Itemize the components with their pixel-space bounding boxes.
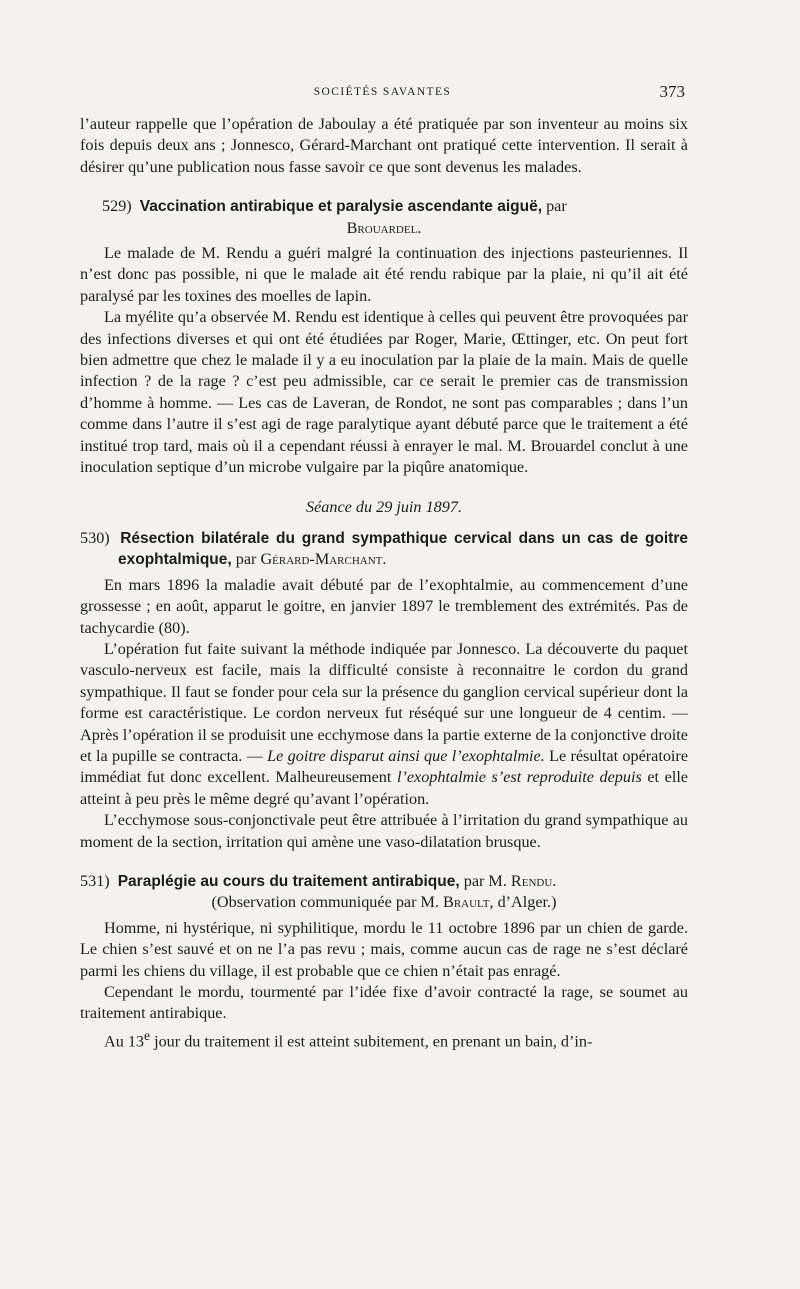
entry-531-paragraph-3 — [80, 1025, 688, 1053]
entry-530-p2-italic-1: Le goitre disparut ainsi que l’exophtalmie. — [267, 746, 545, 765]
page-number: 373 — [659, 82, 685, 101]
entry-531-number: 531) — [80, 872, 110, 890]
entry-529-author-line — [80, 218, 688, 239]
entry-530-p2-end: et elle atteint à peu près le même degré qu’avant l’opération. — [80, 768, 688, 808]
entry-531 — [80, 871, 688, 1053]
seance-date: Séance du 29 juin 1897. — [305, 497, 462, 516]
entry-529 — [80, 196, 688, 478]
entry-531-subtitle — [80, 892, 688, 913]
entry-531-heading — [80, 871, 688, 892]
entry-531-p3-superscript: e — [144, 1027, 151, 1043]
entry-529-by: par — [546, 197, 567, 216]
entry-530-author: Gérard-Marchant. — [260, 550, 387, 569]
entry-530-paragraph-1: En mars 1896 la maladie avait débuté par de l’exophtalmie, au commencement d’une grossesse ; en août, apparut le goitre, en janvier 1897 le tremblement des extrémités. Pas de tachycardie (80). — [80, 575, 688, 637]
page-body — [80, 114, 688, 1053]
entry-530-title: Résection bilatérale du grand sympathique cervical dans un cas de goitre exophtalmique, — [118, 529, 689, 569]
entry-529-paragraph-1: Le malade de M. Rendu a guéri malgré la continuation des injections pasteuriennes. Il n’est donc pas possible, ni que le malade ait été rendu rabique par la plaie, ni qu’il ait été paralysé par les toxines des moelles de lapin. — [80, 244, 688, 305]
entry-530 — [80, 528, 688, 853]
entry-531-subtitle-pre: (Observation communiquée par M. — [211, 893, 439, 912]
entry-531-subtitle-name: Brault, — [443, 893, 494, 912]
entry-531-p3-pre: Au 13 — [104, 1032, 145, 1051]
entry-530-p2-mid: Le résultat opératoire immédiat fut donc excellent. Malheureusement — [80, 746, 689, 787]
entry-529-heading — [80, 196, 688, 217]
entry-531-paragraph-2: Cependant le mordu, tourmenté par l’idée fixe d’avoir contracté la rage, se soumet au traitement antirabique. — [80, 983, 688, 1023]
intro-paragraph: l’auteur rappelle que l’opération de Jaboulay a été pratiquée par son inventeur au moins six fois depuis deux ans ; Jonnesco, Gérard-Marchant ont pratiqué cette intervention. Il serait à désirer qu’une publication nous fasse savoir ce que sont devenus les malades. — [80, 115, 688, 176]
entry-530-by: par — [235, 550, 257, 569]
entry-529-paragraph-2: La myélite qu’a observée M. Rendu est identique à celles qui peuvent être provoquées par des infections diverses et qui ont été étudiées par Roger, Marie, Œttinger, etc. On peut fort bien admettre que chez le malade il y a eu inoculation par la plaie de la main. Mais de quelle infection ? de la rage ? c’est peu admissible, car ce serait le premier cas de transmission d’homme à homme. — Les cas de Laveran, de Rondot, ne sont pas comparables ; dans l’un comme dans l’autre il s’est agi de rage paralytique ayant débuté parce que le traitement a été institué trop tard, mais où il a cependant réussi à enrayer le mal. M. Brouardel conclut à une inoculation septique d’un microbe vulgaire par la piqûre anatomique. — [80, 308, 688, 477]
entry-531-title: Paraplégie au cours du traitement antirabique, — [117, 873, 460, 890]
entry-531-subtitle-post: d’Alger.) — [497, 893, 557, 912]
entry-531-author: Rendu. — [510, 872, 557, 890]
entry-531-by: par M. — [463, 872, 507, 890]
entry-530-heading — [80, 528, 688, 571]
running-title: SOCIÉTÉS SAVANTES — [313, 86, 452, 98]
entry-530-paragraph-3: L’ecchymose sous-conjonctivale peut être attribuée à l’irritation du grand sympathique au moment de la section, irritation qui amène une vaso-dilatation brusque. — [80, 811, 688, 851]
page-header — [80, 82, 685, 104]
entry-530-number: 530) — [80, 528, 110, 547]
entry-531-paragraph-1: Homme, ni hystérique, ni syphilitique, mordu le 11 octobre 1896 par un chien de garde. Le chien s’est sauvé et on ne l’a pas revu ; mais, comme aucun cas de rage ne s’est déclaré parmi les chiens du village, il est probable que ce chien n’était pas enragé. — [80, 918, 688, 980]
entry-530-paragraph-2 — [80, 639, 688, 810]
entry-529-title: Vaccination antirabique et paralysie ascendante aiguë, — [139, 198, 543, 216]
entry-530-p2-italic-2: l’exophtalmie s’est reproduite depuis — [396, 768, 642, 787]
entry-529-author: Brouardel. — [346, 218, 422, 237]
entry-530-p2-start: L’opération fut faite suivant la méthode indiquée par Jonnesco. La découverte du paquet vasculo-nerveux est facile, mais la difficulté consiste à reconnaitre le cordon du grand sympathique. Il faut se fonder pour cela sur la présence du ganglion cervical supérieur dont la forme est caractéristique. Le cordon nerveux fut réséqué sur une longueur de 4 centim. — Après l’opération il se produisit une ecchymose dans la partie externe de la conjonctive droite et la pupille se contracta. — — [80, 639, 688, 765]
entry-529-number: 529) — [102, 197, 132, 216]
entry-531-p3-post: jour du traitement il est atteint subitement, en prenant un bain, d’in- — [150, 1032, 593, 1051]
